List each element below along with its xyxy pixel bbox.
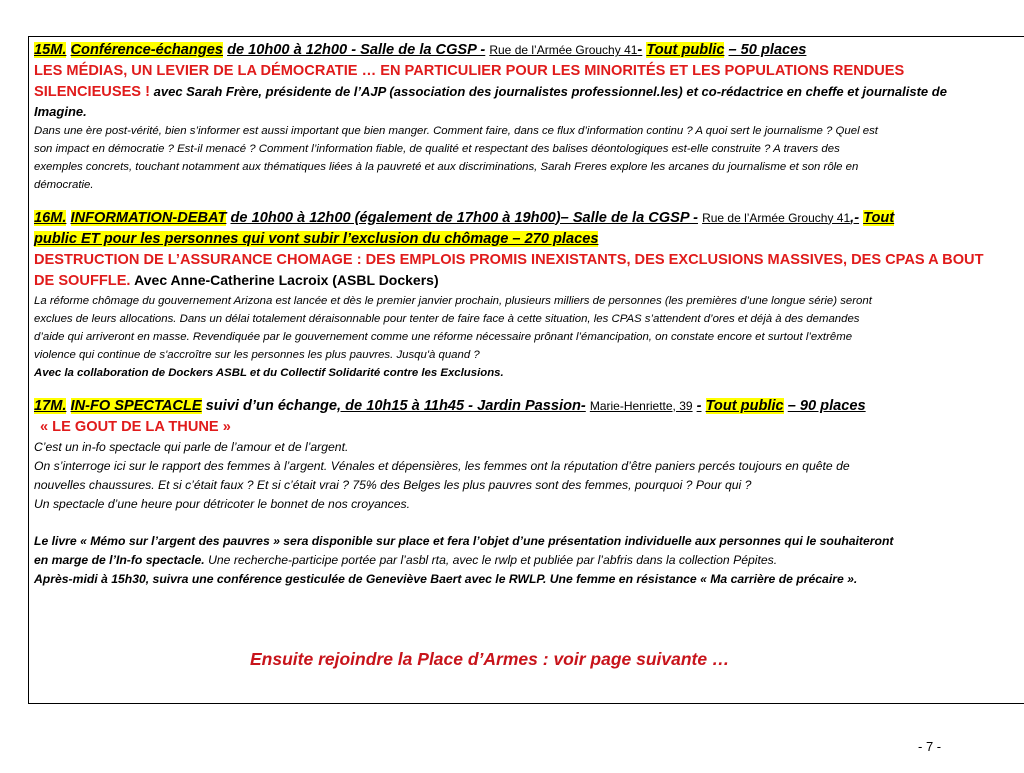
event-desc-line: son impact en démocratie ? Est-il menacé ? Comment l’information fiable, de qualité et respectant des balises déontologiques est-elle construite ? A travers des: [34, 142, 840, 155]
event-guest-cont: Imagine.: [34, 104, 87, 119]
event-desc-line: exclues de leurs allocations. Dans un délai totalement déraisonnable pour tenter de faire face à cette situation, les CPAS s’attendent d’ores et déjà à des demandes: [34, 312, 860, 325]
event-audience: Tout public: [705, 397, 784, 414]
event-title: « LE GOUT DE LA THUNE »: [40, 418, 231, 435]
event-audience: Tout public: [646, 42, 725, 58]
event-title: LES MÉDIAS, UN LEVIER DE LA DÉMOCRATIE … EN PARTICULIER POUR LES MINORITÉS ET LES POPULATIONS RENDUES: [34, 63, 905, 79]
event-places: – 50 places: [728, 42, 807, 58]
event-title-guest-line: [34, 82, 1018, 103]
event-places: – 90 places: [787, 397, 866, 414]
book-announcement-cont: [34, 551, 1018, 570]
event-desc-line: C’est un in-fo spectacle qui parle de l’amour et de l’argent.: [34, 439, 349, 454]
event-title-end: DE SOUFFLE.: [34, 272, 131, 289]
event-title-guest-line: [34, 271, 1018, 292]
event-address: Rue de l’Armée Grouchy 41: [702, 210, 851, 225]
event-desc-line: On s’interroge ici sur le rapport des femmes à l’argent. Vénales et dépensières, les femmes ont la réputation d’être paniers percés toujours en quête de: [34, 458, 850, 473]
event-code: 16M.: [34, 209, 67, 226]
afternoon-announcement: Après-midi à 15h30, suivra une conférence gesticulée de Geneviève Baert avec le RWLP. Une femme en résistance « Ma carrière de précaire ».: [34, 571, 858, 586]
event-followed: suivi d’un échange: [205, 397, 338, 414]
event-desc-line: La réforme chômage du gouvernement Arizona est lancée et dès le premier janvier prochain, plusieurs milliers de personnes (les premières d’une longue série) seront: [34, 294, 872, 307]
event-time-place: de 10h00 à 12h00 (également de 17h00 à 19h00)– Salle de la CGSP -: [230, 209, 698, 226]
event-16m: [34, 208, 1018, 382]
event-desc-line: d’aide qui arriveront en masse. Revendiquée par le gouvernement comme une réforme nécessaire prônant l’émancipation, on constate encore et surtout l’extrême: [34, 330, 853, 343]
event-time-place: , de 10h15 à 11h45 - Jardin Passion-: [337, 397, 586, 414]
event-dash: -: [637, 42, 643, 58]
event-15m: [34, 40, 1018, 194]
event-17m-header: [34, 396, 1018, 417]
event-address: Rue de l’Armée Grouchy 41: [489, 43, 638, 57]
event-guest: avec Sarah Frère, présidente de l’AJP (association des journalistes professionnel.les) et co-rédactrice en cheffe et journaliste de: [153, 84, 947, 99]
event-desc-line: démocratie.: [34, 178, 94, 191]
event-15m-header: [34, 40, 1018, 61]
event-code: 17M.: [34, 397, 67, 414]
event-type: IN-FO SPECTACLE: [70, 397, 202, 414]
event-audience: Tout: [863, 209, 895, 226]
event-guest: Avec Anne-Catherine Lacroix (ASBL Dockers): [134, 271, 439, 288]
event-type: Conférence-échanges: [70, 42, 223, 58]
event-16m-header-cont: [34, 229, 1018, 250]
event-desc-line: nouvelles chaussures. Et si c’était faux ? Et si c’était vrai ? 75% des Belges les plus pauvres sont des femmes, pourquoi ? Pour qui ?: [34, 477, 752, 492]
book-announcement-rest: Une recherche-participe portée par l’asbl rta, avec le rwlp et publiée par l’abfris dans la collection Pépites.: [204, 552, 778, 567]
program-content: [34, 40, 1018, 589]
page-number: - 7 -: [918, 739, 942, 754]
event-title: DESTRUCTION DE L’ASSURANCE CHOMAGE : DES EMPLOIS PROMIS INEXISTANTS, DES EXCLUSIONS MASSIVES, DES CPAS A BOUT: [34, 251, 984, 268]
event-desc-line: violence qui continue de s'accroître sur les personnes les plus pauvres. Jusqu'à quand ?: [34, 348, 480, 361]
event-dash: -: [696, 397, 702, 414]
closing-note: Ensuite rejoindre la Place d’Armes : voir page suivante …: [250, 649, 730, 669]
event-desc-line: Dans une ère post-vérité, bien s’informer est aussi important que bien manger. Comment faire, dans ce flux d’information continu ? A quoi sert le journalisme ? Quel est: [34, 124, 878, 137]
event-time-place: de 10h00 à 12h00 - Salle de la CGSP -: [227, 42, 486, 58]
event-type: INFORMATION-DEBAT: [70, 209, 227, 226]
book-announcement: Le livre « Mémo sur l’argent des pauvres » sera disponible sur place et fera l’objet d’une présentation individuelle aux personnes qui le souhaiteront: [34, 533, 894, 548]
event-17m: [34, 396, 1018, 589]
event-address: Marie-Henriette, 39: [589, 398, 693, 413]
event-code: 15M.: [34, 42, 67, 58]
event-desc-line: exemples concrets, touchant notamment aux thématiques liées à la pauvreté et aux discriminations, Sarah Freres explore les arcanes du journalisme et son rôle en: [34, 160, 859, 173]
event-collab: Avec la collaboration de Dockers ASBL et du Collectif Solidarité contre les Exclusions.: [34, 366, 504, 379]
event-title-end: SILENCIEUSES !: [34, 84, 150, 100]
event-audience-cont: public ET pour les personnes qui vont subir l’exclusion du chômage – 270 places: [34, 230, 599, 247]
event-dash: ,-: [850, 209, 860, 226]
event-desc-line: Un spectacle d’une heure pour détricoter le bonnet de nos croyances.: [34, 496, 411, 511]
book-announcement-bold: en marge de l’In-fo spectacle.: [34, 552, 205, 567]
event-16m-header: [34, 208, 1018, 229]
